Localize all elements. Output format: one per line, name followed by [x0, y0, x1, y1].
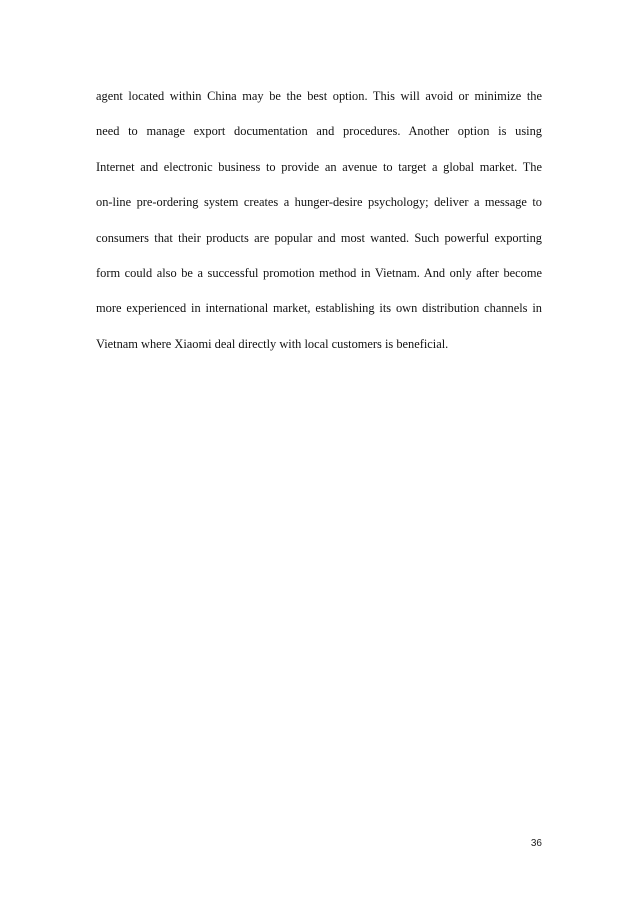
paragraph-line-1: agent located within China may be the best option. This will avoid or minimize the — [96, 89, 542, 103]
body-paragraph — [96, 86, 542, 369]
paragraph-line-8: Vietnam where Xiaomi deal directly with local customers is beneficial. — [96, 336, 449, 351]
paragraph-line-3: Internet and electronic business to provide an avenue to target a global market. The — [96, 159, 542, 174]
paragraph-line-7: more experienced in international market, establishing its own distribution channels in — [96, 301, 542, 316]
paragraph-line-4: on-line pre-ordering system creates a hunger-desire psychology; deliver a message to — [96, 195, 542, 210]
paragraph-line-6: form could also be a successful promotion method in Vietnam. And only after become — [96, 265, 542, 280]
paragraph-line-2: need to manage export documentation and procedures. Another option is using — [96, 124, 542, 139]
paragraph-line-5: consumers that their products are popular and most wanted. Such powerful exporting — [96, 230, 542, 245]
page-number: 36 — [530, 838, 542, 849]
